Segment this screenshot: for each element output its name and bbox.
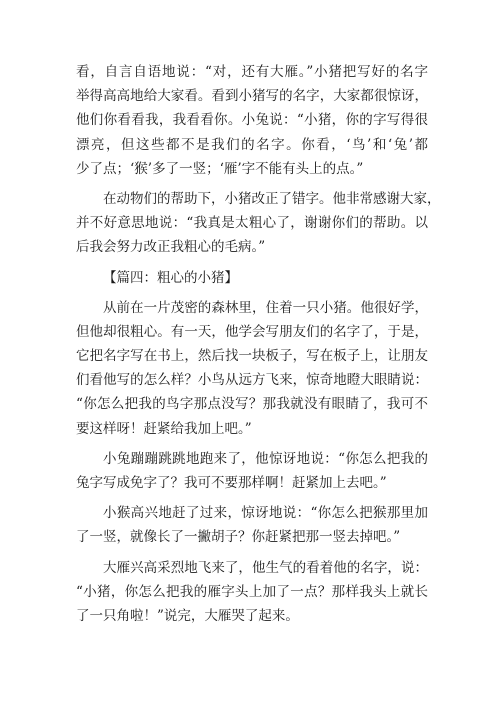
text-line: 但他却很粗心。有一天，他学会写朋友们的名字了，于是，	[76, 323, 428, 340]
paragraph	[76, 60, 428, 181]
text-line: 看，自言自语地说：“对，还有大雁。”小猪把写好的名字	[76, 64, 428, 80]
text-line: “小猪，你怎么把我的雁字头上加了一点？那样我头上就长	[76, 583, 428, 600]
document-page	[76, 60, 441, 628]
text-line: 漂亮，但这些都不是我们的名字。你看，‘鸟’和‘兔’都	[76, 136, 428, 153]
text-line: 了一只角啦！”说完，大雁哭了起来。	[76, 607, 299, 624]
heading-text: 【篇四：粗心的小猪】	[103, 269, 238, 286]
paragraph	[76, 296, 428, 441]
text-line: “你怎么把我的鸟字那点没写？那我就没有眼睛了，我可不	[76, 396, 428, 413]
text-line: 他们你看看我，我看看你。小兔说：“小猪，你的字写得很	[76, 112, 428, 129]
text-line: 大雁兴高采烈地飞来了，他生气的看着他的名字，说：	[103, 559, 428, 576]
text-line: 并不好意思地说：“我真是太粗心了，谢谢你们的帮助。以	[76, 215, 428, 232]
text-line: 少了点；‘猴’多了一竖；‘雁’字不能有头上的点。”	[76, 160, 364, 177]
text-line: 小兔蹦蹦跳跳地跑来了，他惊讶地说：“你怎么把我的	[103, 450, 428, 467]
text-line: 它把名字写在书上，然后找一块板子，写在板子上，让朋友	[76, 348, 428, 365]
text-line: 了一竖，就像长了一撇胡子？你赶紧把那一竖去掉吧。”	[76, 529, 401, 546]
text-line: 在动物们的帮助下，小猪改正了错字。他非常感谢大家，	[103, 190, 441, 207]
paragraph	[76, 187, 441, 260]
section-heading	[76, 266, 428, 290]
text-line: 小猴高兴地赶了过来，惊讶地说：“你怎么把猴那里加	[103, 505, 428, 522]
text-line: 从前在一片茂密的森林里，住着一只小猪。他很好学，	[103, 299, 428, 316]
paragraph	[76, 556, 428, 629]
text-line: 兔字写成免字了？我可不要那样啊！赶紧加上去吧。”	[76, 475, 387, 491]
paragraph	[76, 501, 428, 549]
text-line: 要这样呀！赶紧给我加上吧。”	[76, 420, 252, 437]
paragraph	[76, 447, 428, 495]
text-line: 举得高高地给大家看。看到小猪写的名字，大家都很惊讶，	[76, 88, 428, 105]
text-line: 们看他写的怎么样？小鸟从远方飞来，惊奇地瞪大眼睛说：	[76, 372, 428, 389]
text-line: 后我会努力改正我粗心的毛病。”	[76, 239, 266, 256]
